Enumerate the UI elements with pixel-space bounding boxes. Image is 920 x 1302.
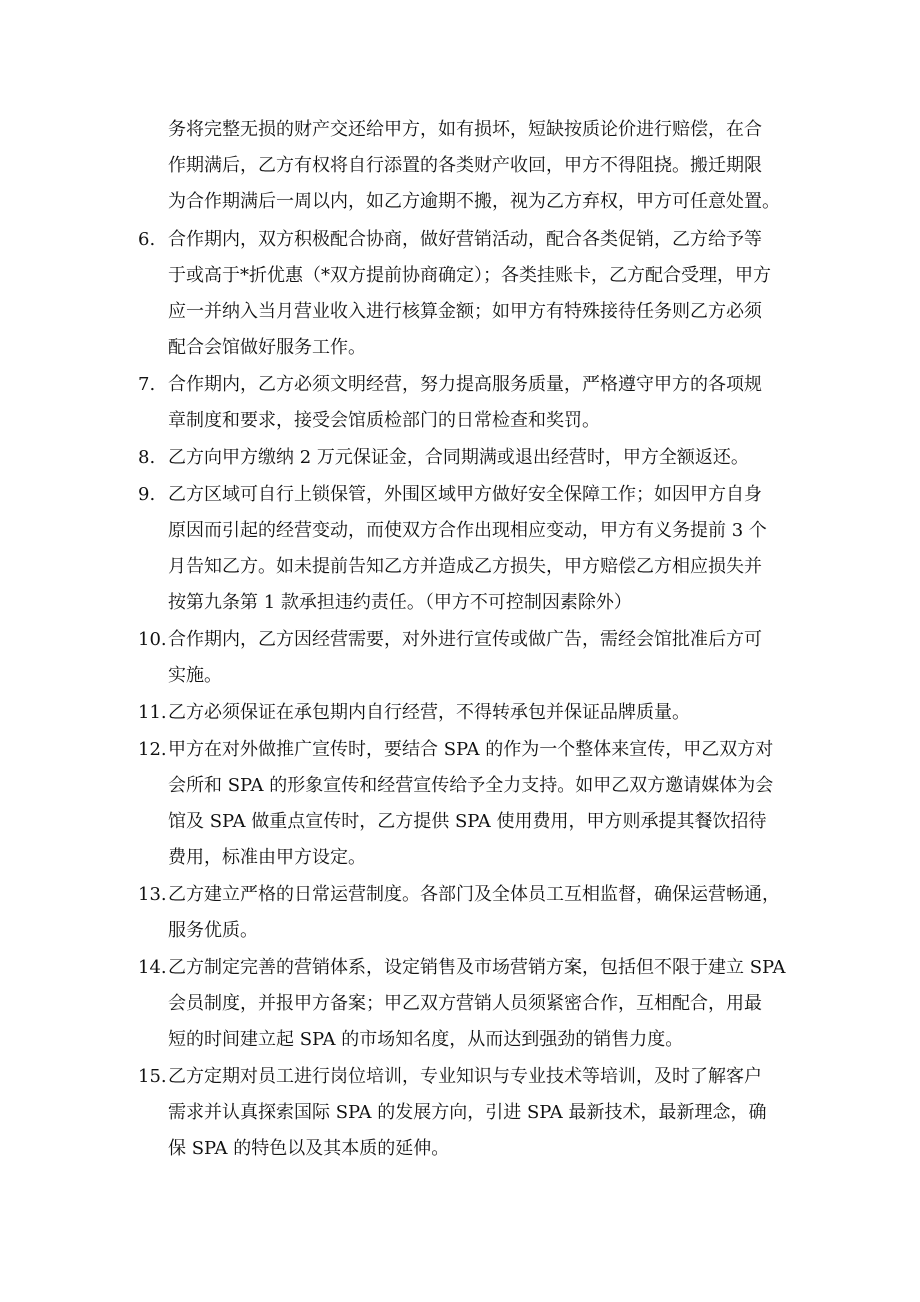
item-8-number: 8.: [138, 447, 156, 468]
item-15-line-1: 乙方定期对员工进行岗位培训，专业知识与专业技术等培训，及时了解客户: [168, 1066, 762, 1087]
item-7-line-1: 合作期内，乙方必须文明经营，努力提高服务质量，严格遵守甲方的各项规: [168, 374, 762, 395]
item-11-line-1: 乙方必须保证在承包期内自行经营，不得转承包并保证品牌质量。: [168, 702, 690, 723]
intro-line-3: 为合作期满后一周以内，如乙方逾期不搬，视为乙方弃权，甲方可任意处置。: [168, 191, 780, 212]
item-12-number: 12.: [138, 739, 167, 760]
item-6-line-3: 应一并纳入当月营业收入进行核算金额；如甲方有特殊接待任务则乙方必须: [168, 301, 762, 322]
item-14-line-3: 短的时间建立起 SPA 的市场知名度，从而达到强劲的销售力度。: [168, 1029, 684, 1050]
item-9-line-2: 原因而引起的经营变动，而使双方合作出现相应变动，甲方有义务提前 3 个: [168, 520, 767, 541]
item-14-number: 14.: [138, 957, 167, 978]
item-6-line-2: 于或高于*折优惠（*双方提前协商确定）；各类挂账卡，乙方配合受理，甲方: [168, 265, 771, 286]
item-12-line-1: 甲方在对外做推广宣传时，要结合 SPA 的作为一个整体来宣传，甲乙双方对: [168, 739, 774, 760]
item-12-line-4: 费用，标准由甲方设定。: [168, 847, 366, 868]
item-10-number: 10.: [138, 629, 167, 650]
item-13-line-2: 服务优质。: [168, 920, 258, 941]
item-7-line-2: 章制度和要求，接受会馆质检部门的日常检查和奖罚。: [168, 410, 600, 431]
item-14-line-2: 会员制度，并报甲方备案；甲乙双方营销人员须紧密合作，互相配合，用最: [168, 993, 762, 1014]
intro-line-2: 作期满后，乙方有权将自行添置的各类财产收回，甲方不得阻挠。搬迁期限: [168, 155, 762, 176]
item-10-line-2: 实施。: [168, 665, 222, 686]
item-8-line-1: 乙方向甲方缴纳 2 万元保证金，合同期满或退出经营时，甲方全额返还。: [168, 447, 749, 468]
item-6-number: 6.: [138, 229, 156, 250]
item-6-line-1: 合作期内，双方积极配合协商，做好营销活动，配合各类促销，乙方给予等: [168, 229, 762, 250]
item-9-number: 9.: [138, 484, 156, 505]
item-6-line-4: 配合会馆做好服务工作。: [168, 337, 366, 358]
item-12-line-3: 馆及 SPA 做重点宣传时，乙方提供 SPA 使用费用，甲方则承提其餐饮招待: [168, 811, 767, 832]
item-10-line-1: 合作期内，乙方因经营需要，对外进行宣传或做广告，需经会馆批准后方可: [168, 629, 762, 650]
item-9-line-3: 月告知乙方。如未提前告知乙方并造成乙方损失，甲方赔偿乙方相应损失并: [168, 556, 762, 577]
item-9-line-1: 乙方区域可自行上锁保管，外围区域甲方做好安全保障工作；如因甲方自身: [168, 484, 762, 505]
intro-line-1: 务将完整无损的财产交还给甲方，如有损坏，短缺按质论价进行赔偿，在合: [168, 119, 762, 140]
item-7-number: 7.: [138, 374, 156, 395]
item-15-line-2: 需求并认真探索国际 SPA 的发展方向，引进 SPA 最新技术，最新理念，确: [168, 1102, 767, 1123]
item-14-line-1: 乙方制定完善的营销体系，设定销售及市场营销方案，包括但不限于建立 SPA: [168, 957, 786, 978]
item-9-line-4: 按第九条第 1 款承担违约责任。（甲方不可控制因素除外）: [168, 592, 632, 613]
item-13-number: 13.: [138, 884, 167, 905]
item-13-line-1: 乙方建立严格的日常运营制度。各部门及全体员工互相监督，确保运营畅通，: [168, 884, 780, 905]
item-12-line-2: 会所和 SPA 的形象宣传和经营宣传给予全力支持。如甲乙双方邀请媒体为会: [168, 775, 774, 796]
item-15-line-3: 保 SPA 的特色以及其本质的延伸。: [168, 1138, 450, 1159]
item-11-number: 11.: [138, 702, 167, 723]
item-15-number: 15.: [138, 1066, 167, 1087]
